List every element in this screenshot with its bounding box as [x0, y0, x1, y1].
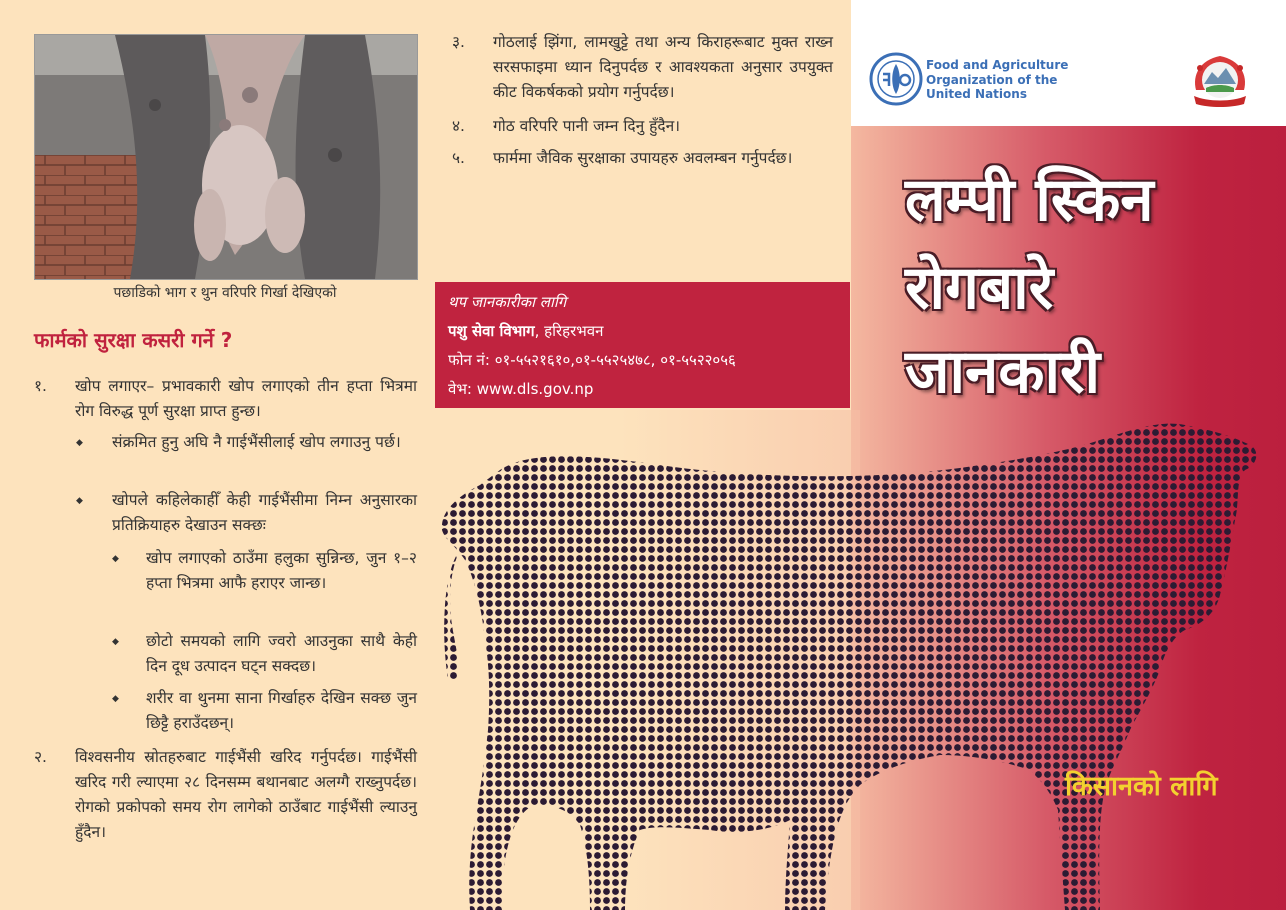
bullet-icon: ◆ [112, 694, 119, 704]
fao-logo-icon [869, 52, 923, 106]
list-item: गोठलाई झिंगा, लामखुट्टे तथा अन्य किराहरूबाट मुक्त राख्न सरसफाइमा ध्यान दिनुपर्दछ र आवश्यकता अनुसार उपयुक्त कीट विकर्षकको प्रयोग गर्नुपर्दछ। [493, 33, 833, 101]
list-item: गोठ वरिपरि पानी जम्न दिनु हुँदैन। [493, 117, 681, 135]
info-department-line [448, 321, 603, 341]
section-title: फार्मको सुरक्षा कसरी गर्ने ? [34, 328, 233, 352]
bullet-icon: ◆ [76, 496, 83, 506]
item-number: ३. [452, 33, 465, 51]
item-number: ५. [452, 149, 465, 167]
cover-subtitle: किसानको लागि [1065, 771, 1218, 802]
bullet-icon: ◆ [112, 554, 119, 564]
cover-title-line: रोगबारे [905, 253, 1054, 323]
photo-caption: पछाडिको भाग र थुन वरिपरि गिर्खा देखिएको [113, 285, 337, 301]
nepal-emblem-icon [1188, 50, 1252, 110]
cover-title-line: लम्पी स्किन [905, 165, 1154, 235]
list-item: संक्रमित हुनु अघि नै गाईभैंसीलाई खोप लगाउनु पर्छ। [112, 433, 401, 451]
info-website[interactable]: वेभ: www.dls.gov.np [448, 380, 594, 398]
logo-bar [851, 0, 1286, 126]
bullet-icon: ◆ [76, 438, 83, 448]
list-item: विश्वसनीय स्रोतहरुबाट गाईभैंसी खरिद गर्नुपर्दछ। गाईभैंसी खरिद गरी ल्याएमा २८ दिनसम्म बथानबाट अलग्गै राख्नुपर्दछ। रोगको प्रकोपको समय रोग लागेको ठाउँबाट गाईभैंसी ल्याउनु हुँदैन। [75, 748, 417, 841]
list-item: छोटो समयको लागि ज्वरो आउनुका साथै केही दिन दूध उत्पादन घट्न सक्दछ। [146, 632, 417, 675]
cow-silhouette-icon [440, 410, 1270, 910]
bullet-icon: ◆ [112, 637, 119, 647]
item-number: १. [34, 377, 47, 395]
info-phone: फोन नं: ०१-५५२१६१०,०१-५५२५४७८, ०१-५५२२०५६ [448, 351, 736, 369]
fao-name-line: Organization of the [926, 72, 1058, 87]
contact-info-box [435, 282, 850, 408]
list-item: शरीर वा थुनमा साना गिर्खाहरु देखिन सक्छ जुन छिट्टै हराउँदछन्। [146, 689, 417, 732]
list-item: खोप लगाएर– प्रभावकारी खोप लगाएको तीन हप्ता भित्रमा रोग विरुद्ध पूर्ण सुरक्षा प्राप्त हुन्छ। [75, 377, 417, 420]
cover-title-line: जानकारी [905, 337, 1101, 407]
fao-name-line: United Nations [926, 87, 1027, 101]
list-item: खोप लगाएको ठाउँमा हलुका सुन्निन्छ, जुन १–२ हप्ता भित्रमा आफै हराएर जान्छ। [146, 549, 417, 592]
department-location: , हरिहरभवन [534, 322, 604, 340]
fao-name [926, 58, 1068, 102]
info-heading: थप जानकारीका लागि [448, 293, 567, 311]
list-item: फार्ममा जैविक सुरक्षाका उपायहरु अवलम्बन गर्नुपर्दछ। [493, 149, 793, 167]
item-number: ४. [452, 117, 465, 135]
list-item: खोपले कहिलेकाहीँ केही गाईभैंसीमा निम्न अनुसारका प्रतिक्रियाहरु देखाउन सक्छः [112, 491, 417, 534]
item-number: २. [34, 748, 47, 766]
fao-name-line: Food and Agriculture [926, 58, 1069, 72]
cattle-photo [34, 34, 418, 280]
department-name: पशु सेवा विभाग [448, 322, 535, 340]
